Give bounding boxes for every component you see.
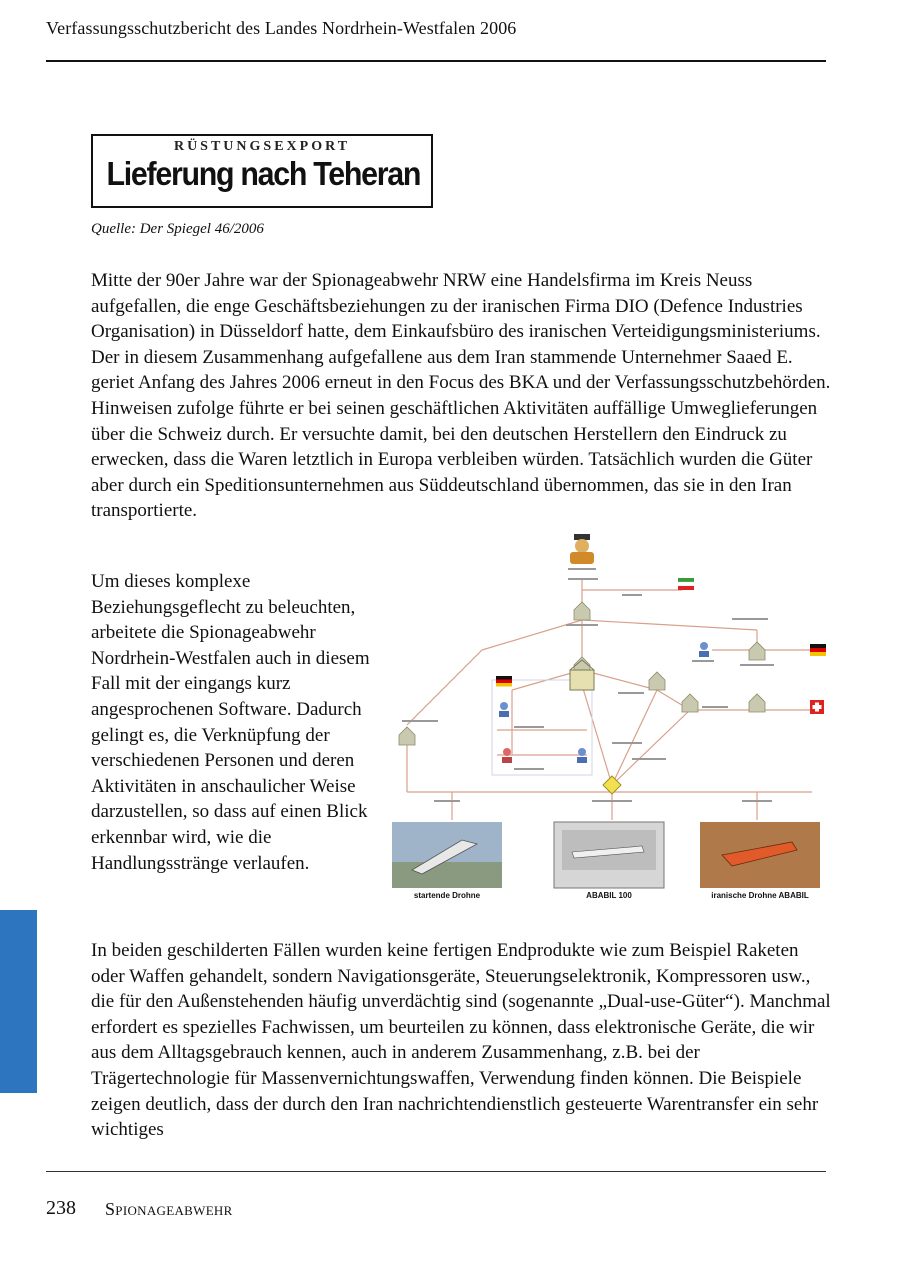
paragraph-3: In beiden geschilderten Fällen wurden keine fertigen Endprodukte wie zum Beispiel Raketen oder Waffen gehandelt, sondern Navigationsgeräte, Steuerungselektronik, Kompressoren usw., die für den Außenstehenden häufig unverdächtig sind (sogenannte „Dual-use-Güter“). Manchmal erfordert es spezielles Fachwissen, um beurteilen zu können, dass elektronische Geräte, die wir aus dem Alltagsgebrauch kennen, auch in anderem Zusammenhang, z.B. bei der Trägertechnologie für Massenvernichtungswaffen, Verwendung finden können. Die Beispiele zeigen deutlich, dass der durch den Iran nachrichtendienstlich gesteuerte Warentransfer ein sehr wichtiges [91,940,831,1141]
diagram-svg [392,530,828,912]
company-icon [749,694,765,712]
drone-photo-iranian [700,822,820,888]
source-caption: Quelle: Der Spiegel 46/2006 [91,221,264,237]
paragraph-1: Mitte der 90er Jahre war der Spionageabwehr NRW eine Handelsfirma im Kreis Neuss aufgefallen, die enge Geschäftsbeziehungen zu der iranischen Firma DIO (Defence Industries Organisation) in Düsseldorf hatte, dem Einkaufsbüro des iranischen Verteidigungsministeriums. Der in diesem Zusammenhang aufgefallene aus dem Iran stammende Unternehmer Saaed E. geriet Anfang des Jahres 2006 erneut in den Focus des BKA und der Verfassungsschutzbehörden. Hinweisen zufolge führte er bei seinen geschäftlichen Aktivitäten auffällige Umweglieferungen über die Schweiz durch. Er versuchte damit, bei den deutschen Herstellern den Eindruck zu erwecken, dass die Waren letztlich in Europa verbleiben würden. Tatsächlich wurden die Güter aber durch ein Speditionsunternehmen aus Süddeutschland übernommen, das sie in den Iran transportierte. [91,270,831,522]
clipping-kicker: RÜSTUNGSEXPORT [173,139,351,154]
company-icon [649,672,665,690]
footer-divider [46,1171,826,1172]
drone-photo-launch [392,822,502,888]
person-icon [699,642,709,657]
header-divider [46,60,826,62]
company-icon [574,602,590,620]
company-icon [749,642,765,660]
clipping-headline: Lieferung nach Teheran [106,155,421,192]
flag-germany-icon [496,676,512,687]
drone-photo-ababil [554,822,664,888]
flag-iran-icon [678,578,694,590]
chapter-side-tab [0,910,37,1093]
company-icon [399,727,415,745]
page-number: 238 [46,1197,76,1219]
caption-iranian: iranische Drohne ABABIL [711,891,809,900]
caption-launch: startende Drohne [413,891,481,900]
flag-switzerland-icon [810,700,824,714]
running-header: Verfassungsschutzbericht des Landes Nordrhein-Westfalen 2006 [46,18,517,38]
paragraph-2: Um dieses komplexe Beziehungsgeflecht zu beleuchten, arbeitete die Spionageabwehr Nordrhein-Westfalen auch in diesem Fall mit der eingangs kurz angesprochenen Software. Dadurch gelingt es, die Verknüpfung der verschiedenen Personen und deren Aktivitäten in anschaulicher Weise darzustellen, so dass auf einen Blick erkennbar wird, wie die Handlungsstränge verlaufen. [91,571,370,874]
caption-ababil: ABABIL 100 [586,891,632,900]
section-name: Spionageabwehr [105,1199,233,1219]
person-icon [499,702,509,717]
newspaper-clipping [91,134,433,208]
relationship-diagram [392,530,828,912]
flag-germany-icon [810,644,826,656]
person-icon [570,534,594,564]
company-icon [682,694,698,712]
